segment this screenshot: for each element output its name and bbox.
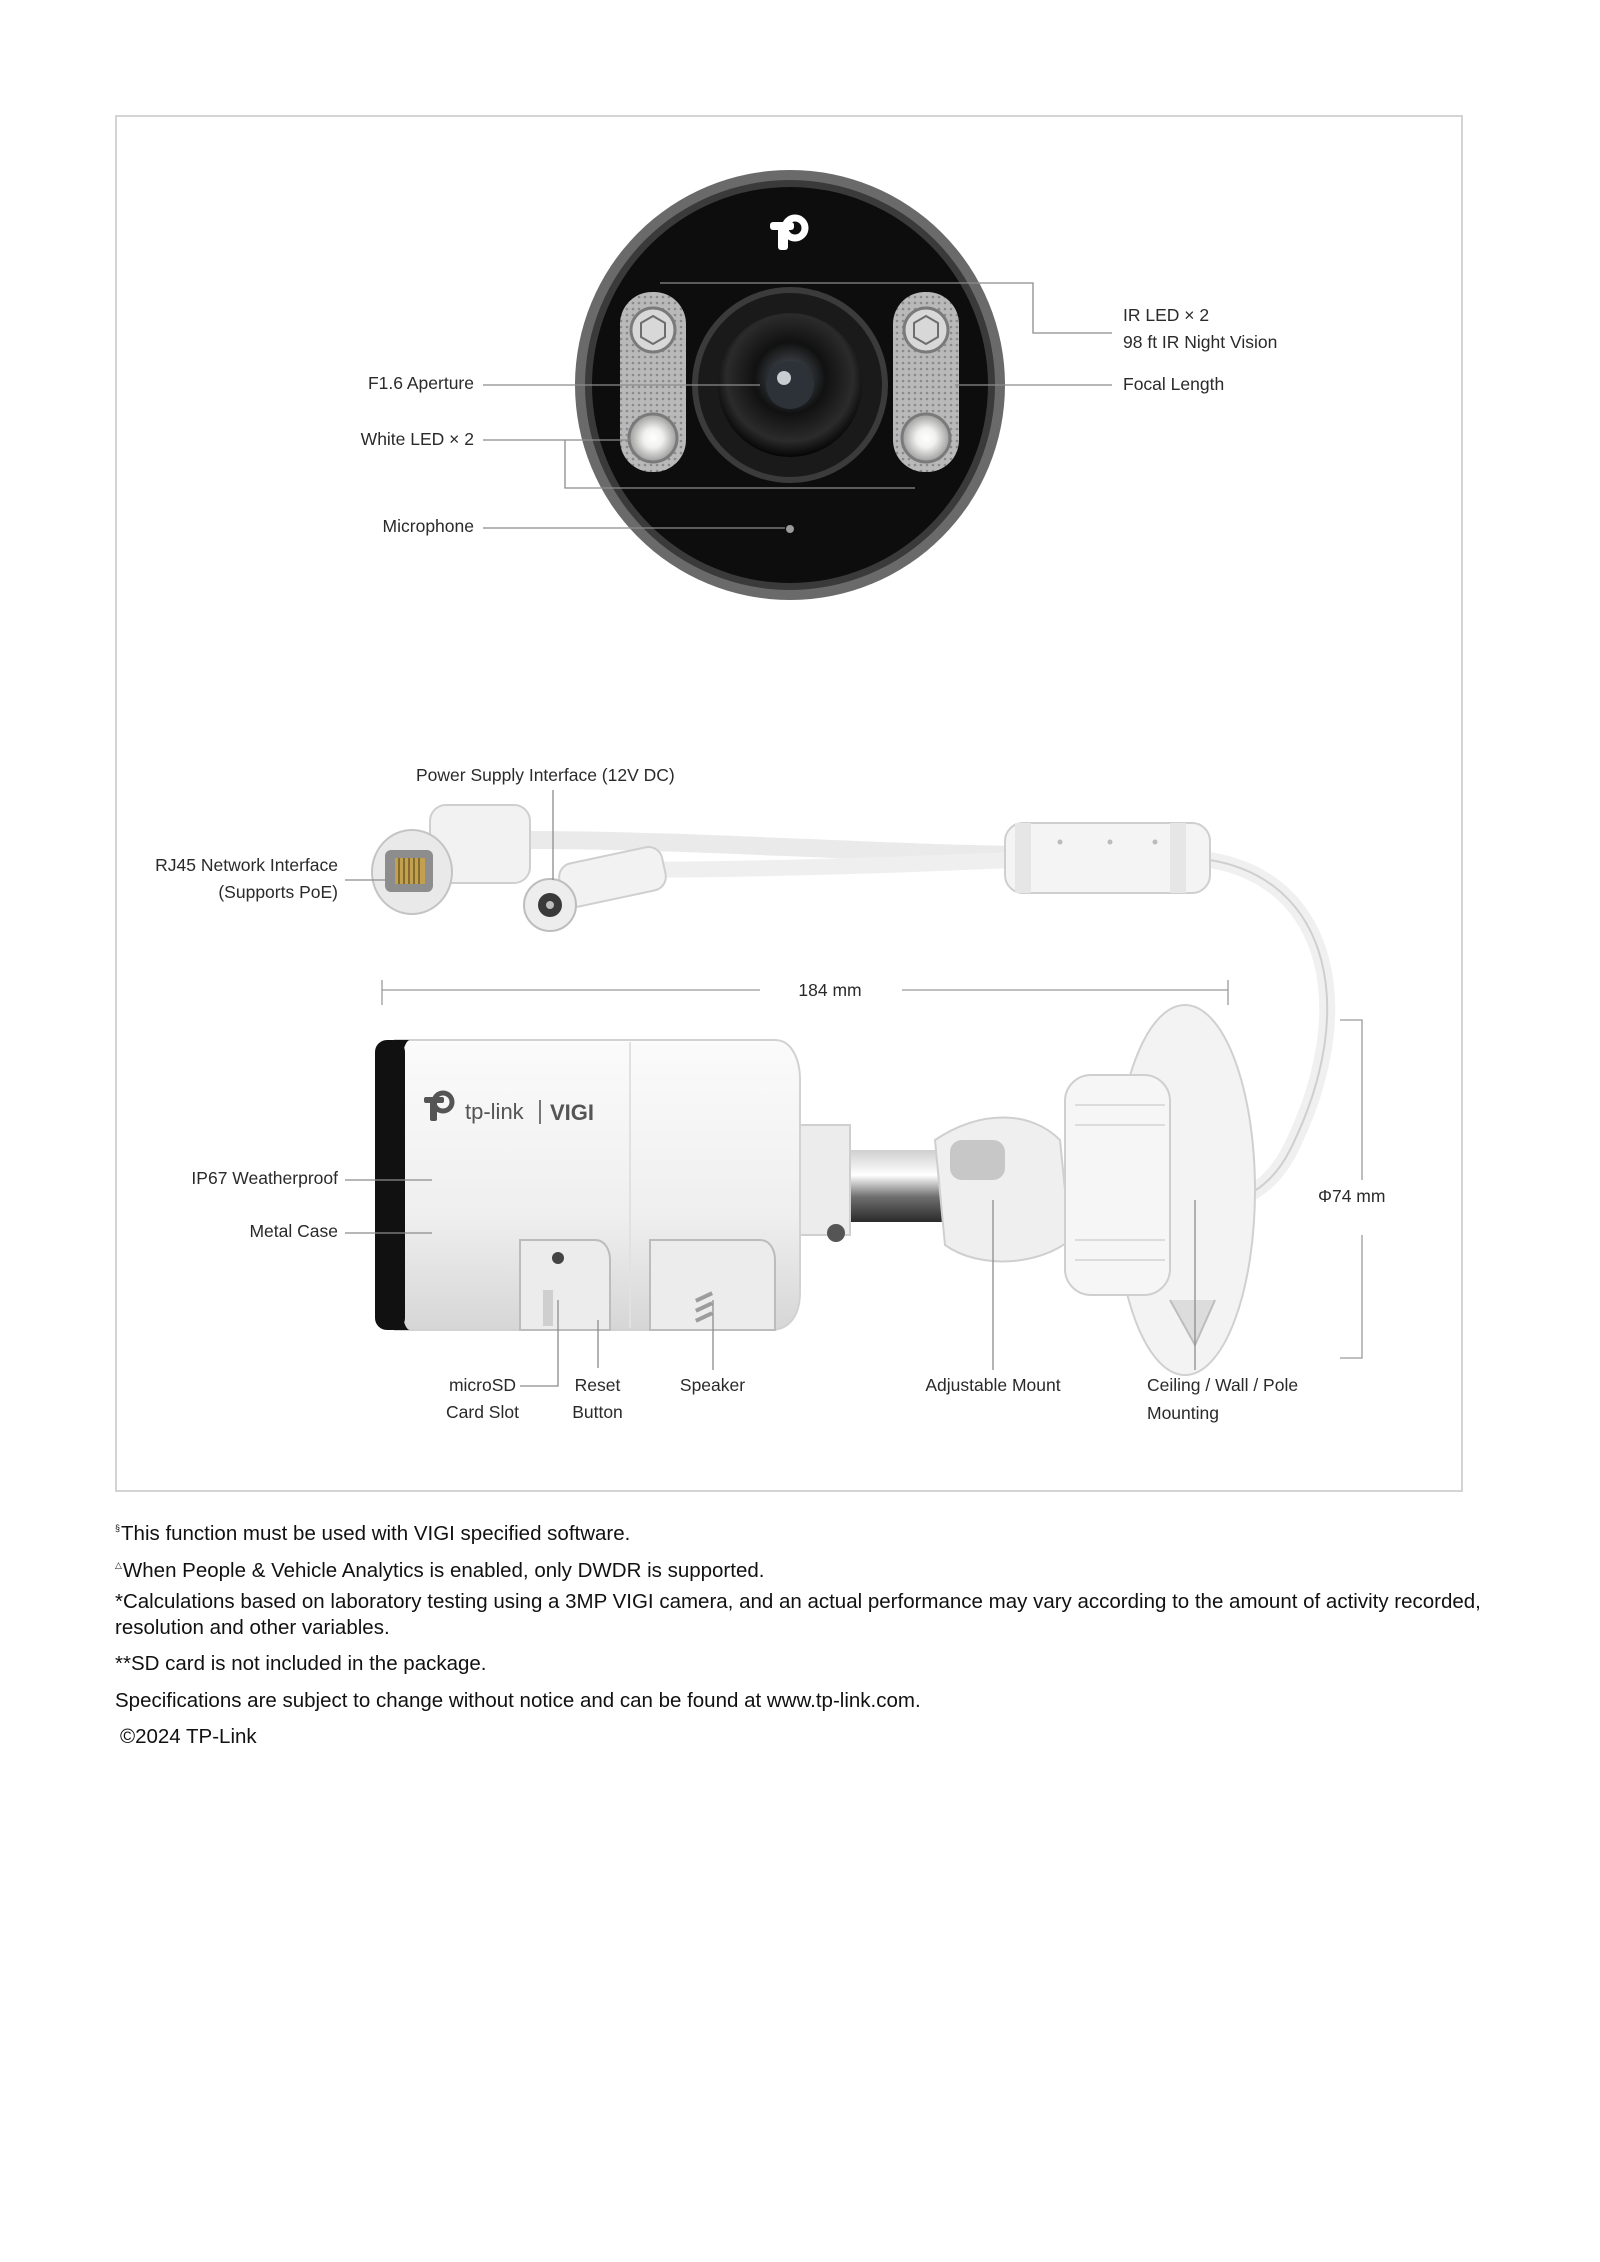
footnote-sd-card: **SD card is not included in the package. [115,1652,487,1675]
footnote-mark: △ [115,1560,122,1570]
brand-logo-text: tp-link [465,1099,524,1124]
footnote-specifications: Specifications are subject to change without notice and can be found at www.tp-link.com. [115,1689,921,1712]
label-focal-length: Focal Length [1123,374,1225,394]
label-rj45-poe: (Supports PoE) [218,882,338,902]
label-mounting: Ceiling / Wall / Pole [1147,1375,1299,1395]
white-led-left [629,414,677,462]
label-reset-button: Button [572,1402,623,1422]
label-ir-night-vision: 98 ft IR Night Vision [1123,332,1278,352]
label-speaker: Speaker [679,1375,746,1395]
copyright: ©2024 TP-Link [120,1725,257,1748]
label-mounting-2: Mounting [1147,1403,1219,1423]
dc-power-connector [524,844,668,931]
footnote-text: When People & Vehicle Analytics is enabled, only DWDR is supported. [122,1559,765,1582]
footnote-text: This function must be used with VIGI specified software. [121,1522,631,1545]
rj45-connector [372,805,530,914]
footnote-calculations: *Calculations based on laboratory testing using a 3MP VIGI camera, and an actual performance may vary according to the amount of activity recorded, resolution and other variables. [115,1590,1481,1639]
label-microphone: Microphone [382,516,474,536]
label-power-supply: Power Supply Interface (12V DC) [416,765,675,785]
footnote-mark: § [115,1523,121,1533]
microphone-hole [786,525,794,533]
label-reset: Reset [574,1375,621,1395]
ir-led-left [631,308,675,352]
ir-led-right [904,308,948,352]
camera-side-view [375,1005,1255,1375]
footnote-analytics [115,1552,1505,1584]
label-f16-aperture: F1.6 Aperture [367,373,474,393]
label-ip67-weatherproof: IP67 Weatherproof [191,1168,338,1188]
label-diameter-dimension: Φ74 mm [1318,1186,1386,1206]
label-metal-case: Metal Case [249,1221,338,1241]
footnote-software [115,1515,1505,1547]
label-card-slot: Card Slot [446,1402,519,1422]
brand-product-line: VIGI [550,1100,595,1125]
label-white-led: White LED × 2 [360,429,474,449]
label-adjustable-mount: Adjustable Mount [925,1375,1061,1395]
label-length-dimension: 184 mm [798,980,862,1000]
label-ir-led: IR LED × 2 [1123,305,1210,325]
white-led-right [902,414,950,462]
label-rj45-interface: RJ45 Network Interface [155,855,338,875]
label-microsd: microSD [448,1375,517,1395]
